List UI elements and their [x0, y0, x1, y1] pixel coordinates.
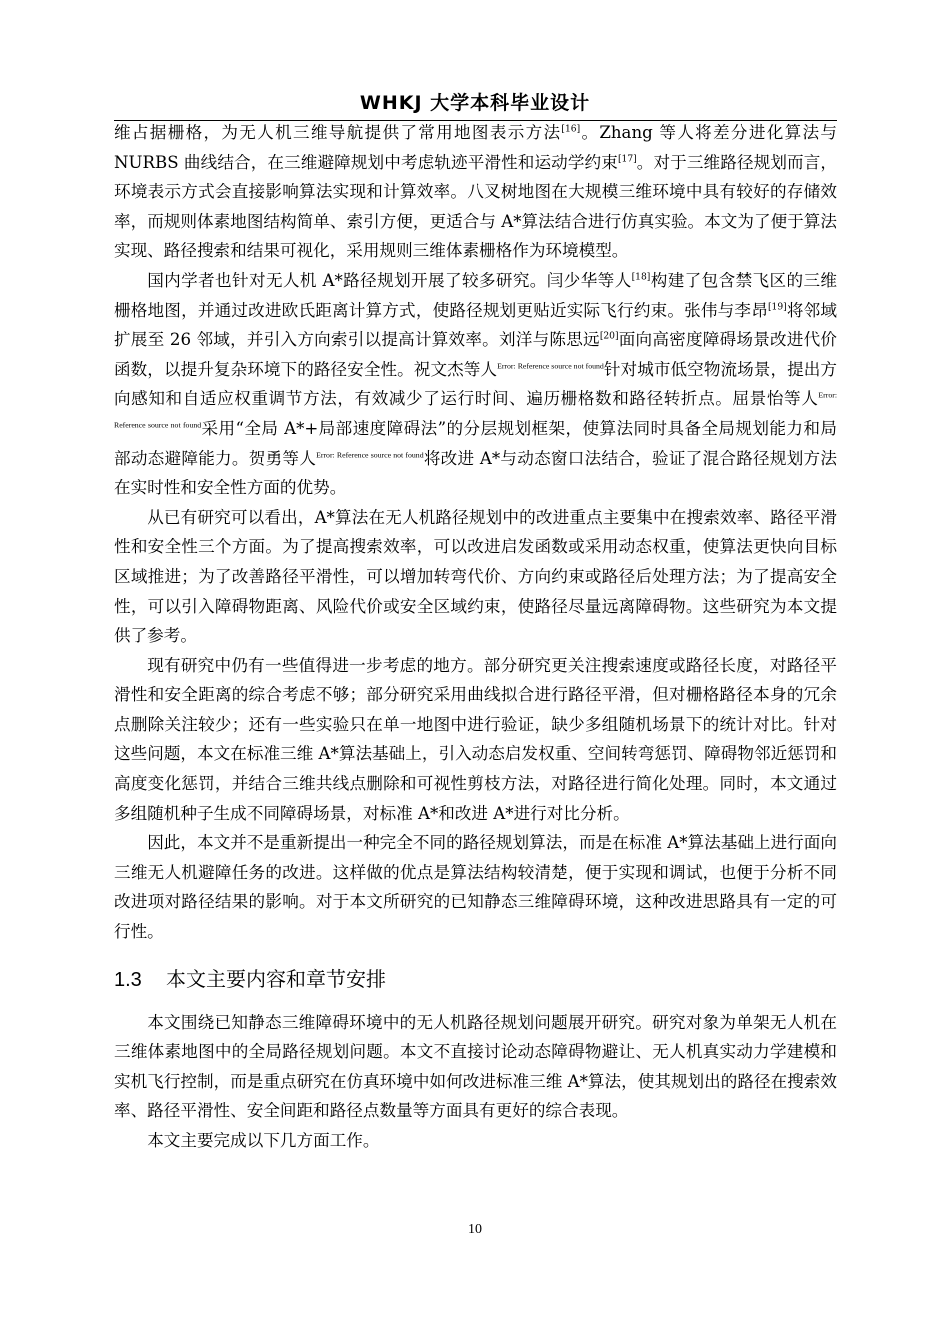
paragraph-3: 从已有研究可以看出，A*算法在无人机路径规划中的改进重点主要集中在搜索效率、路径平滑性和安全性三个方面。为了提高搜索效率，可以改进启发函数或采用动态权重，使算法更快向目标区域推进；为了改善路径平滑性，可以增加转弯代价、方向约束或路径后处理方法；为了提高安全性，可以引入障碍物距离、风险代价或安全区域约束，使路径尽量远离障碍物。这些研究为本文提供了参考。 — [114, 507, 837, 646]
paragraph-2-text: 面向高密度障碍场景改进代价函数，以提升复杂环境下的路径安全性。祝文杰等人 — [114, 330, 838, 379]
reference-error: Error: Reference source not found — [497, 361, 604, 371]
page-header: WHKJ 大学本科毕业设计 — [359, 92, 591, 114]
paragraph-6: 本文围绕已知静态三维障碍环境中的无人机路径规划问题展开研究。研究对象为单架无人机在三维体素地图中的全局路径规划问题。本文不直接讨论动态障碍物避让、无人机真实动力学建模和实机飞行控制，而是重点研究在仿真环境中如何改进标准三维 A*算法，使其规划出的路径在搜索效率、路径平滑性、安全间距和路径点数量等方面具有更好的综合表现。 — [114, 1012, 837, 1121]
paragraph-1-text: 。对于三维路径规划而言，环境表示方式会直接影响算法实现和计算效率。八叉树地图在大规模三维环境中具有较好的存储效率，而规则体素地图结构简单、索引方便，更适合与 A*算法结合进行仿真实验。本文为了便于算法实现、路径搜索和结果可视化，采用规则三维体素栅格作为环境模型。 — [114, 152, 837, 261]
citation-18: [18] — [631, 272, 651, 283]
paragraph-2 — [114, 266, 837, 503]
paragraph-2-text: 将邻域扩展至 26 邻域，并引入方向索引以提高计算效率。刘洋与陈思远 — [114, 300, 838, 350]
reference-error: Error: Reference source not found — [114, 390, 837, 430]
paragraph-2-text: 构建了包含禁飞区的三维栅格地图，并通过改进欧氏距离计算方式，使路径规划更贴近实际飞行约束。张伟与李昂 — [114, 270, 838, 320]
section-heading — [114, 965, 837, 994]
citation-20: [20] — [599, 331, 619, 342]
citation-17: [17] — [617, 154, 637, 165]
paragraph-7: 本文主要完成以下几方面工作。 — [147, 1131, 380, 1150]
paragraph-1-text: 。Zhang 等人将差分进化算法与 NURBS 曲线结合，在三维避障规划中考虑轨迹平滑性和运动学约束 — [114, 123, 837, 172]
paragraph-5: 因此，本文并不是重新提出一种完全不同的路径规划算法，而是在标准 A*算法基础上进行面向三维无人机避障任务的改进。这样做的优点是算法结构较清楚，便于实现和调试，也便于分析不同改进项对路径结果的影响。对于本文所研究的已知静态三维障碍环境，这种改进思路具有一定的可行性。 — [114, 833, 837, 942]
page-number: 10 — [468, 1222, 482, 1237]
citation-19: [19] — [767, 302, 787, 313]
paragraph-1-text: 维占据栅格，为无人机三维导航提供了常用地图表示方法 — [114, 123, 562, 142]
paragraph-1 — [114, 118, 837, 266]
paragraph-2-text: 国内学者也针对无人机 A*路径规划开展了较多研究。闫少华等人 — [147, 270, 632, 290]
paragraph-2-text: 针对城市低空物流场景，提出方向感知和自适应权重调节方法，有效减少了运行时间、遍历栅格数和路径转折点。屈景怡等人 — [114, 359, 838, 409]
paragraph-2-text: 采用“全局 A*+局部速度障碍法”的分层规划框架，使算法同时具备全局规划能力和局部动态避障能力。贺勇等人 — [114, 418, 837, 468]
body-text — [114, 118, 837, 1156]
paragraph-2-text: 将改进 A*与动态窗口法结合，验证了混合路径规划方法在实时性和安全性方面的优势。 — [114, 448, 837, 498]
section-title: 本文主要内容和章节安排 — [166, 966, 386, 991]
paragraph-4: 现有研究中仍有一些值得进一步考虑的地方。部分研究更关注搜索速度或路径长度，对路径平滑性和安全距离的综合考虑不够；部分研究采用曲线拟合进行路径平滑，但对栅格路径本身的冗余点删除关注较少；还有一些实验只在单一地图中进行验证，缺少多组随机场景下的统计对比。针对这些问题，本文在标准三维 A*算法基础上，引入动态启发权重、空间转弯惩罚、障碍物邻近惩罚和高度变化惩罚，并结合三维共线点删除和可视性剪枝方法，对路径进行简化处理。同时，本文通过多组随机种子生成不同障碍场景，对标准 A*和改进 A*进行对比分析。 — [114, 655, 837, 823]
reference-error: Error: Reference source not found — [316, 450, 424, 459]
section-number: 1.3 — [114, 968, 142, 991]
citation-16: [16] — [561, 124, 581, 135]
